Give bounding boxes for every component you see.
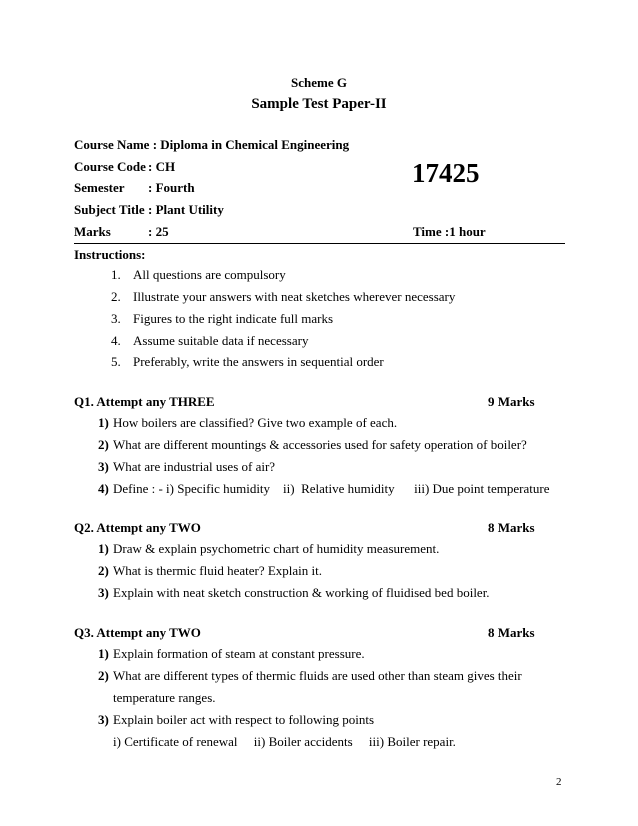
- question-number: 2): [98, 563, 109, 578]
- question-number: 2): [98, 668, 109, 683]
- question-number: 3): [98, 712, 109, 727]
- question-text: What is thermic fluid heater? Explain it.: [113, 563, 323, 578]
- paper-code: 17425: [412, 158, 480, 188]
- question-text: Explain boiler act with respect to following points: [113, 712, 375, 727]
- question-text: What are different types of thermic fluids are used other than steam gives their: [113, 668, 522, 683]
- question-text: temperature ranges.: [113, 690, 216, 705]
- header-divider: [74, 243, 565, 244]
- item-number: 3.: [111, 311, 121, 326]
- semester-label: Semester: [74, 180, 125, 195]
- question-text: Explain formation of steam at constant pressure.: [113, 646, 365, 661]
- time-duration: Time :1 hour: [413, 224, 486, 239]
- question-number: 1): [98, 415, 109, 430]
- item-number: 1.: [111, 267, 121, 282]
- question-number: 3): [98, 585, 109, 600]
- course-name: Course Name : Diploma in Chemical Engineering: [74, 137, 350, 152]
- item-number: 2.: [111, 289, 121, 304]
- item-text: Illustrate your answers with neat sketches wherever necessary: [133, 289, 456, 304]
- page-number: 2: [556, 776, 562, 788]
- question-text: What are different mountings & accessories used for safety operation of boiler?: [113, 437, 527, 452]
- question-number: 1): [98, 541, 109, 556]
- question-number: 2): [98, 437, 109, 452]
- semester-value: : Fourth: [148, 180, 195, 195]
- q3-marks: 8 Marks: [488, 625, 535, 640]
- subject-title-label: Subject Title: [74, 202, 145, 217]
- q2-heading: Q2. Attempt any TWO: [74, 520, 201, 535]
- paper-title: Sample Test Paper-II: [251, 96, 387, 112]
- question-text: Define : - i) Specific humidity ii) Relative humidity iii) Due point temperature: [113, 481, 550, 496]
- item-text: Figures to the right indicate full marks: [133, 311, 334, 326]
- item-text: All questions are compulsory: [133, 267, 286, 282]
- marks-value: : 25: [148, 224, 169, 239]
- question-text: What are industrial uses of air?: [113, 459, 276, 474]
- question-number: 1): [98, 646, 109, 661]
- q3-heading: Q3. Attempt any TWO: [74, 625, 201, 640]
- q1-marks: 9 Marks: [488, 394, 535, 409]
- question-number: 3): [98, 459, 109, 474]
- course-code-label: Course Code: [74, 159, 146, 174]
- subject-title-value: : Plant Utility: [148, 202, 224, 217]
- question-text: How boilers are classified? Give two example of each.: [113, 415, 398, 430]
- item-number: 5.: [111, 354, 121, 369]
- marks-label: Marks: [74, 224, 111, 239]
- item-text: Preferably, write the answers in sequential order: [133, 354, 384, 369]
- course-code-value: : CH: [148, 159, 176, 174]
- q2-marks: 8 Marks: [488, 520, 535, 535]
- scheme-label: Scheme G: [291, 75, 347, 90]
- question-text: Explain with neat sketch construction & working of fluidised bed boiler.: [113, 585, 490, 600]
- question-text: Draw & explain psychometric chart of humidity measurement.: [113, 541, 440, 556]
- instructions-heading: Instructions:: [74, 247, 146, 262]
- item-number: 4.: [111, 333, 121, 348]
- item-text: Assume suitable data if necessary: [133, 333, 309, 348]
- question-number: 4): [98, 481, 109, 496]
- question-text: i) Certificate of renewal ii) Boiler accidents iii) Boiler repair.: [113, 734, 456, 749]
- q1-heading: Q1. Attempt any THREE: [74, 394, 215, 409]
